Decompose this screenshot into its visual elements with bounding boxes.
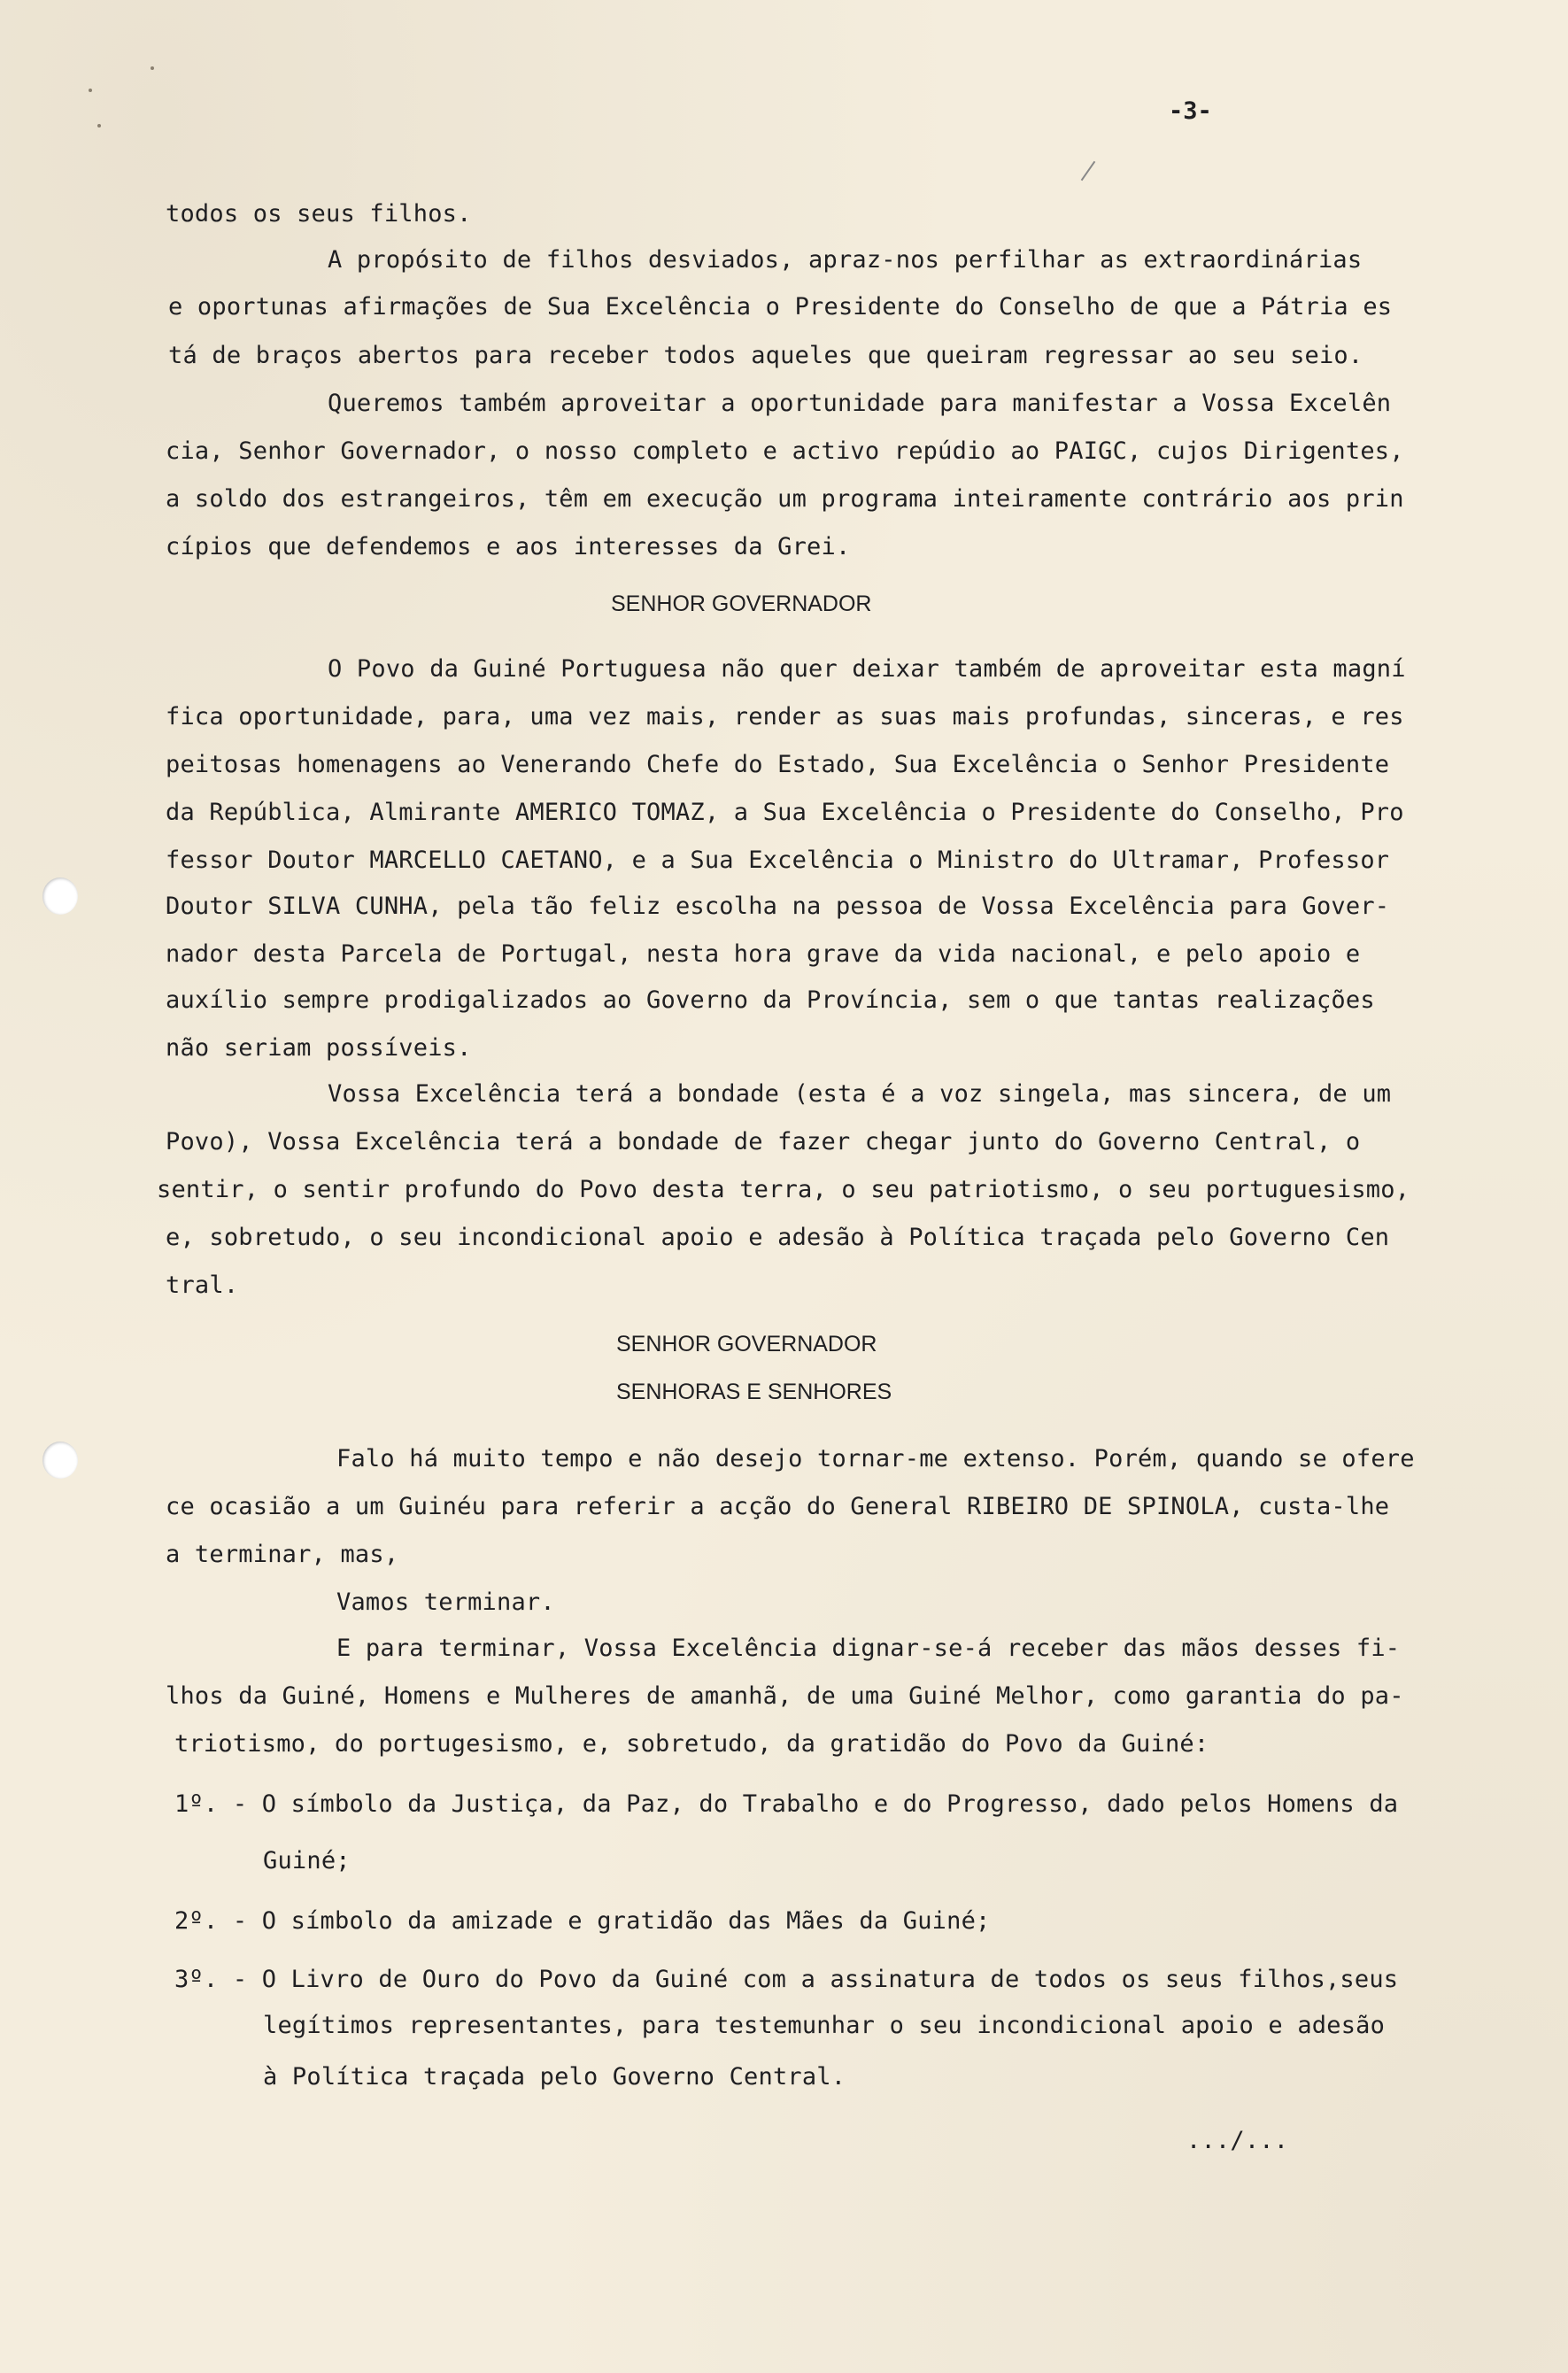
text-line: Povo), Vossa Excelência terá a bondade de fazer chegar junto do Governo Central, o [166,1128,1361,1156]
text-line: Queremos também aproveitar a oportunidade para manifestar a Vossa Excelên [328,390,1392,417]
text-line: O Povo da Guiné Portuguesa não quer deixar também de aproveitar esta magní [328,655,1406,683]
page-number: -3- [1169,97,1212,125]
paper-speck [97,124,101,128]
text-line: Vossa Excelência terá a bondade (esta é a voz singela, mas sincera, de um [328,1080,1392,1108]
text-line: triotismo, do portugesismo, e, sobretudo, da gratidão do Povo da Guiné: [174,1730,1209,1758]
list-item-continuation: Guiné; [263,1847,351,1874]
text-line: A propósito de filhos desviados, apraz-nos perfilhar as extraordinárias [328,246,1363,274]
text-line: lhos da Guiné, Homens e Mulheres de amanhã, de uma Guiné Melhor, como garantia do pa- [166,1682,1404,1710]
continuation-marker: .../... [1186,2127,1289,2154]
text-line: tá de braços abertos para receber todos aqueles que queiram regressar ao seu seio. [168,342,1363,369]
text-line: nador desta Parcela de Portugal, nesta hora grave da vida nacional, e pelo apoio e [166,940,1361,968]
list-item: 2º. - O símbolo da amizade e gratidão das Mães da Guiné; [174,1907,991,1935]
text-line: a terminar, mas, [166,1541,399,1568]
text-line: ce ocasião a um Guinéu para referir a acção do General RIBEIRO DE SPINOLA, custa-lhe [166,1493,1390,1520]
paper-speck [89,89,92,92]
text-line: a soldo dos estrangeiros, têm em execução um programa inteiramente contrário aos prin [166,485,1404,513]
text-line: auxílio sempre prodigalizados ao Governo da Província, sem o que tantas realizações [166,986,1375,1014]
text-line: tral. [166,1272,239,1299]
list-item-continuation: legítimos representantes, para testemunhar o seu incondicional apoio e adesão [263,2012,1386,2039]
text-line: cia, Senhor Governador, o nosso completo e activo repúdio ao PAIGC, cujos Dirigentes, [166,437,1404,465]
pencil-mark [1081,161,1096,181]
text-line: cípios que defendemos e aos interesses da Grei. [166,533,851,560]
section-heading: SENHOR GOVERNADOR [616,1332,877,1357]
text-line: e, sobretudo, o seu incondicional apoio e adesão à Política traçada pelo Governo Cen [166,1224,1390,1251]
list-item: 3º. - O Livro de Ouro do Povo da Guiné com a assinatura de todos os seus filhos,seus [174,1966,1399,1993]
text-line: Doutor SILVA CUNHA, pela tão feliz escolha na pessoa de Vossa Excelência para Gover- [166,893,1390,920]
text-line: da República, Almirante AMERICO TOMAZ, a Sua Excelência o Presidente do Conselho, Pro [166,799,1404,826]
section-heading: SENHOR GOVERNADOR [611,591,872,616]
punch-hole-top [42,877,78,915]
punch-hole-bottom [42,1442,78,1479]
list-item: 1º. - O símbolo da Justiça, da Paz, do Trabalho e do Progresso, dado pelos Homens da [174,1790,1399,1818]
text-line: peitosas homenagens ao Venerando Chefe do Estado, Sua Excelência o Senhor Presidente [166,751,1390,778]
text-line: não seriam possíveis. [166,1034,472,1062]
text-line: Vamos terminar. [336,1588,555,1616]
text-line: fica oportunidade, para, uma vez mais, render as suas mais profundas, sinceras, e res [166,703,1404,730]
paper-speck [151,66,154,70]
text-line: E para terminar, Vossa Excelência dignar-se-á receber das mãos desses fi- [336,1635,1401,1662]
section-heading: SENHORAS E SENHORES [616,1380,892,1404]
text-line: fessor Doutor MARCELLO CAETANO, e a Sua Excelência o Ministro do Ultramar, Professor [166,846,1390,874]
list-item-continuation: à Política traçada pelo Governo Central. [263,2063,846,2091]
text-line: todos os seus filhos. [166,200,472,228]
text-line: sentir, o sentir profundo do Povo desta terra, o seu patriotismo, o seu portuguesismo, [157,1176,1410,1203]
text-line: e oportunas afirmações de Sua Excelência o Presidente do Conselho de que a Pátria es [168,293,1393,321]
text-line: Falo há muito tempo e não desejo tornar-me extenso. Porém, quando se ofere [336,1445,1415,1472]
